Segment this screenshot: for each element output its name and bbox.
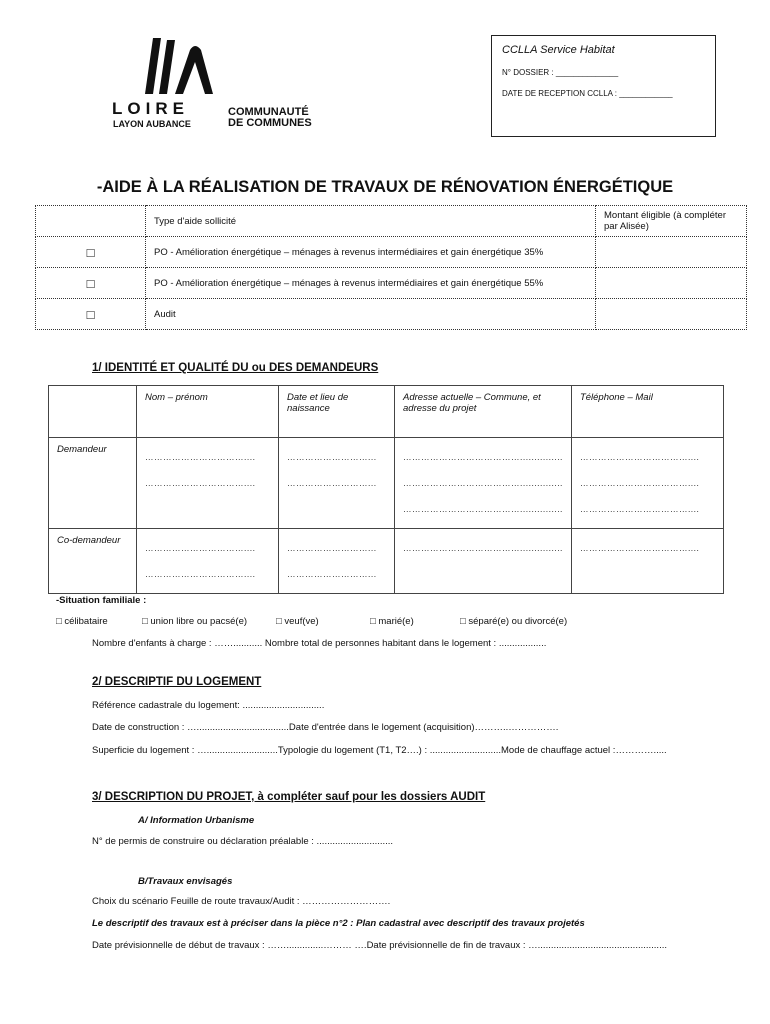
document-title: -AIDE À LA RÉALISATION DE TRAVAUX DE RÉNOVATION ÉNERGÉTIQUE (96, 178, 674, 196)
identity-header-row (49, 386, 724, 438)
row-label-demandeur: Demandeur (49, 438, 137, 529)
dots: …………………………………............... (403, 452, 563, 462)
identity-header-blank (49, 386, 137, 438)
dots: …………………………………............... (403, 504, 563, 514)
identity-header-birth: Date et lieu de naissance (279, 386, 395, 438)
dots: …………………………….... (145, 569, 256, 579)
dots: ………………………... (287, 478, 377, 488)
identity-row-codemandeur (49, 529, 724, 594)
aid-header-montant: Montant éligible (à compléter par Alisée) (596, 206, 747, 237)
aid-row (36, 299, 747, 330)
scenario-field[interactable]: Choix du scénario Feuille de route travaux/Audit : ………………………. (92, 896, 391, 907)
identity-header-name: Nom – prénom (137, 386, 279, 438)
dots: …………………………………............... (403, 478, 563, 488)
section1-heading: 1/ IDENTITÉ ET QUALITÉ DU ou DES DEMANDEURS (92, 362, 379, 374)
aid-row (36, 268, 747, 299)
dots: …………………………….... (145, 452, 256, 462)
situation-label: -Situation familiale : (56, 595, 147, 606)
option-veuf[interactable]: □ veuf(ve) (276, 616, 319, 627)
aid-montant-cell[interactable] (596, 299, 747, 330)
row-label-codemandeur: Co-demandeur (49, 529, 137, 594)
option-celibataire[interactable]: □ célibataire (56, 616, 108, 627)
aid-label: PO - Amélioration énergétique – ménages à revenus intermédiaires et gain énergétique 55% (146, 268, 596, 299)
birth-field[interactable] (279, 529, 395, 594)
dots: ……………………………….... (579, 543, 700, 553)
logo (110, 36, 330, 131)
dots: ……………………………….... (579, 504, 700, 514)
section3-heading: 3/ DESCRIPTION DU PROJET, à compléter sauf pour les dossiers AUDIT (92, 791, 486, 803)
reception-date-field[interactable]: DATE DE RECEPTION CCLLA : ____________ (502, 89, 673, 98)
option-union-libre[interactable]: □ union libre ou pacsé(e) (142, 616, 248, 627)
dots: ……………………………….... (579, 452, 700, 462)
logo-mark-icon (135, 36, 215, 96)
aid-checkbox-audit[interactable]: □ (36, 299, 146, 330)
dots: …………………………….... (145, 478, 256, 488)
aid-header-blank (36, 206, 146, 237)
birth-field[interactable] (279, 438, 395, 529)
section2-heading: 2/ DESCRIPTIF DU LOGEMENT (92, 676, 262, 688)
identity-row-demandeur (49, 438, 724, 529)
subsection-urbanisme: A/ Information Urbanisme (138, 815, 255, 826)
cadastral-ref-field[interactable]: Référence cadastrale du logement: ............................... (92, 700, 325, 711)
surface-field[interactable]: Superficie du logement : …...........................Typologie du logement (T1, T2….) : ...........................Mode de chauffage actuel :…………..... (92, 745, 667, 756)
subsection-travaux: B/Travaux envisagés (138, 876, 233, 887)
name-field[interactable] (137, 438, 279, 529)
descriptif-note: Le descriptif des travaux est à préciser dans la pièce n°2 : Plan cadastral avec descriptif des travaux projetés (92, 918, 585, 929)
dots: ……………………………….... (579, 478, 700, 488)
logo-cc-line1: COMMUNAUTÉ (228, 106, 309, 118)
option-marie[interactable]: □ marié(e) (370, 616, 414, 627)
logo-cc-line2: DE COMMUNES (228, 117, 312, 129)
name-field[interactable] (137, 529, 279, 594)
identity-table (48, 385, 724, 594)
aid-label: Audit (146, 299, 596, 330)
service-title: CCLLA Service Habitat (502, 44, 615, 56)
dots: ………………………... (287, 452, 377, 462)
address-field[interactable] (395, 438, 572, 529)
identity-header-address: Adresse actuelle – Commune, et adresse du projet (395, 386, 572, 438)
dots: ………………………... (287, 543, 377, 553)
address-field[interactable] (395, 529, 572, 594)
construction-date-field[interactable]: Date de construction : …...................................Date d'entrée dans le logement (acquisition)………..……………. (92, 722, 559, 733)
permit-number-field[interactable]: N° de permis de construire ou déclaration préalable : ............................. (92, 836, 394, 847)
aid-type-table (35, 205, 747, 330)
aid-checkbox-35[interactable]: □ (36, 237, 146, 268)
aid-montant-cell[interactable] (596, 237, 747, 268)
dots: …………………………….... (145, 543, 256, 553)
aid-header-type: Type d'aide sollicité (146, 206, 596, 237)
logo-brand: LOIRE (112, 99, 189, 118)
identity-header-phone: Téléphone – Mail (571, 386, 723, 438)
children-line[interactable]: Nombre d'enfants à charge : ……........... Nombre total de personnes habitant dans le logement : .................. (92, 638, 547, 649)
aid-table-header (36, 206, 747, 237)
dots: ………………………... (287, 569, 377, 579)
phone-field[interactable] (571, 529, 723, 594)
service-box (491, 35, 716, 137)
aid-row (36, 237, 747, 268)
aid-montant-cell[interactable] (596, 268, 747, 299)
phone-field[interactable] (571, 438, 723, 529)
aid-label: PO - Amélioration énergétique – ménages à revenus intermédiaires et gain énergétique 35% (146, 237, 596, 268)
option-separe[interactable]: □ séparé(e) ou divorcé(e) (460, 616, 568, 627)
dots: …………………………………............... (403, 543, 563, 553)
work-dates-field[interactable]: Date prévisionnelle de début de travaux : ……..............……… ….Date prévisionnelle de fin de travaux : …................................................. (92, 940, 667, 951)
aid-checkbox-55[interactable]: □ (36, 268, 146, 299)
logo-subtitle: LAYON AUBANCE (113, 119, 191, 129)
dossier-number-field[interactable]: N° DOSSIER : ______________ (502, 68, 619, 77)
